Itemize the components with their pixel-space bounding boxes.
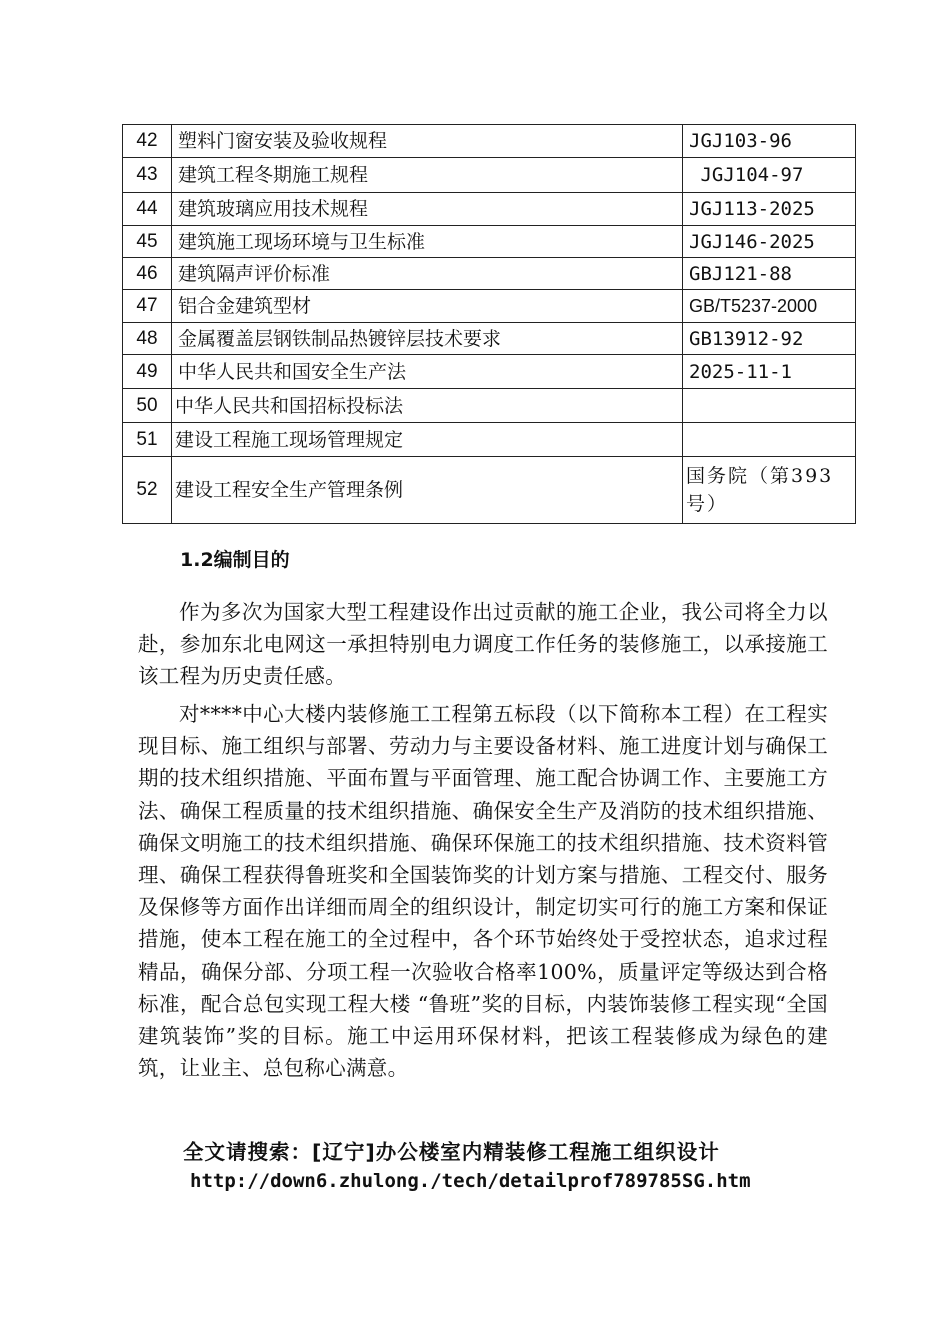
table-row (123, 389, 856, 423)
standard-name: 建筑玻璃应用技术规程 (172, 193, 683, 226)
standard-name: 塑料门窗安装及验收规程 (172, 125, 683, 158)
row-number: 50 (123, 389, 172, 423)
standard-code: JGJ103-96 (683, 125, 856, 158)
standard-code: GB13912-92 (683, 323, 856, 355)
table-row (123, 355, 856, 389)
table-row (123, 158, 856, 193)
standard-name: 铝合金建筑型材 (172, 290, 683, 323)
table-row (123, 423, 856, 457)
standards-table (122, 124, 856, 524)
standard-name: 金属覆盖层钢铁制品热镀锌层技术要求 (172, 323, 683, 355)
standard-code (683, 389, 856, 423)
paragraph-intro: 作为多次为国家大型工程建设作出过贡献的施工企业，我公司将全力以赴，参加东北电网这一承担特别电力调度工作任务的装修施工，以承接施工该工程为历史责任感。 (138, 600, 828, 689)
standard-code: 国务院（第393号） (683, 457, 856, 524)
table-row (123, 226, 856, 258)
standard-name: 建筑施工现场环境与卫生标准 (172, 226, 683, 258)
row-number: 52 (123, 457, 172, 524)
standard-name: 建筑隔声评价标准 (172, 258, 683, 290)
table-row (123, 290, 856, 323)
row-number: 43 (123, 158, 172, 193)
standard-name: 建设工程施工现场管理规定 (172, 423, 683, 457)
section-heading: 1.2编制目的 (180, 549, 290, 571)
standard-code: JGJ146-2025 (683, 226, 856, 258)
row-number: 46 (123, 258, 172, 290)
standard-code: GBJ121-88 (683, 258, 856, 290)
row-number: 42 (123, 125, 172, 158)
row-number: 45 (123, 226, 172, 258)
table-row (123, 258, 856, 290)
row-number: 47 (123, 290, 172, 323)
standard-name: 建筑工程冬期施工规程 (172, 158, 683, 193)
standard-name: 建设工程安全生产管理条例 (172, 457, 683, 524)
search-hint: 全文请搜索：[辽宁]办公楼室内精装修工程施工组织设计 (183, 1140, 720, 1164)
standard-name: 中华人民共和国安全生产法 (172, 355, 683, 389)
standard-code: GB/T5237-2000 (683, 290, 856, 323)
standard-name: 中华人民共和国招标投标法 (172, 389, 683, 423)
standards-table-body (123, 125, 856, 524)
row-number: 44 (123, 193, 172, 226)
standard-code (683, 423, 856, 457)
table-row (123, 457, 856, 524)
standard-code: 2025-11-1 (683, 355, 856, 389)
table-row (123, 125, 856, 158)
standard-code: JGJ113-2025 (683, 193, 856, 226)
row-number: 48 (123, 323, 172, 355)
row-number: 51 (123, 423, 172, 457)
row-number: 49 (123, 355, 172, 389)
table-row (123, 193, 856, 226)
table-row (123, 323, 856, 355)
source-url-link[interactable]: http://down6.zhulong./tech/detailprof789785SG.htm (190, 1170, 751, 1192)
standard-code: JGJ104-97 (683, 158, 856, 193)
paragraph-scope: 对****中心大楼内装修施工工程第五标段（以下简称本工程）在工程实现目标、施工组织与部署、劳动力与主要设备材料、施工进度计划与确保工期的技术组织措施、平面布置与平面管理、施工配合协调工作、主要施工方法、确保工程质量的技术组织措施、确保安全生产及消防的技术组织措施、确保文明施工的技术组织措施、确保环保施工的技术组织措施、技术资料管理、确保工程获得鲁班奖和全国装饰奖的计划方案与措施、工程交付、服务及保修等方面作出详细而周全的组织设计，制定切实可行的施工方案和保证措施，使本工程在施工的全过程中，各个环节始终处于受控状态，追求过程精品，确保分部、分项工程一次验收合格率100%，质量评定等级达到合格标准，配合总包实现工程大楼 “鲁班”奖的目标，内装饰装修工程实现“全国建筑装饰”奖的目标。施工中运用环保材料，把该工程装修成为绿色的建筑，让业主、总包称心满意。 (138, 702, 828, 1081)
